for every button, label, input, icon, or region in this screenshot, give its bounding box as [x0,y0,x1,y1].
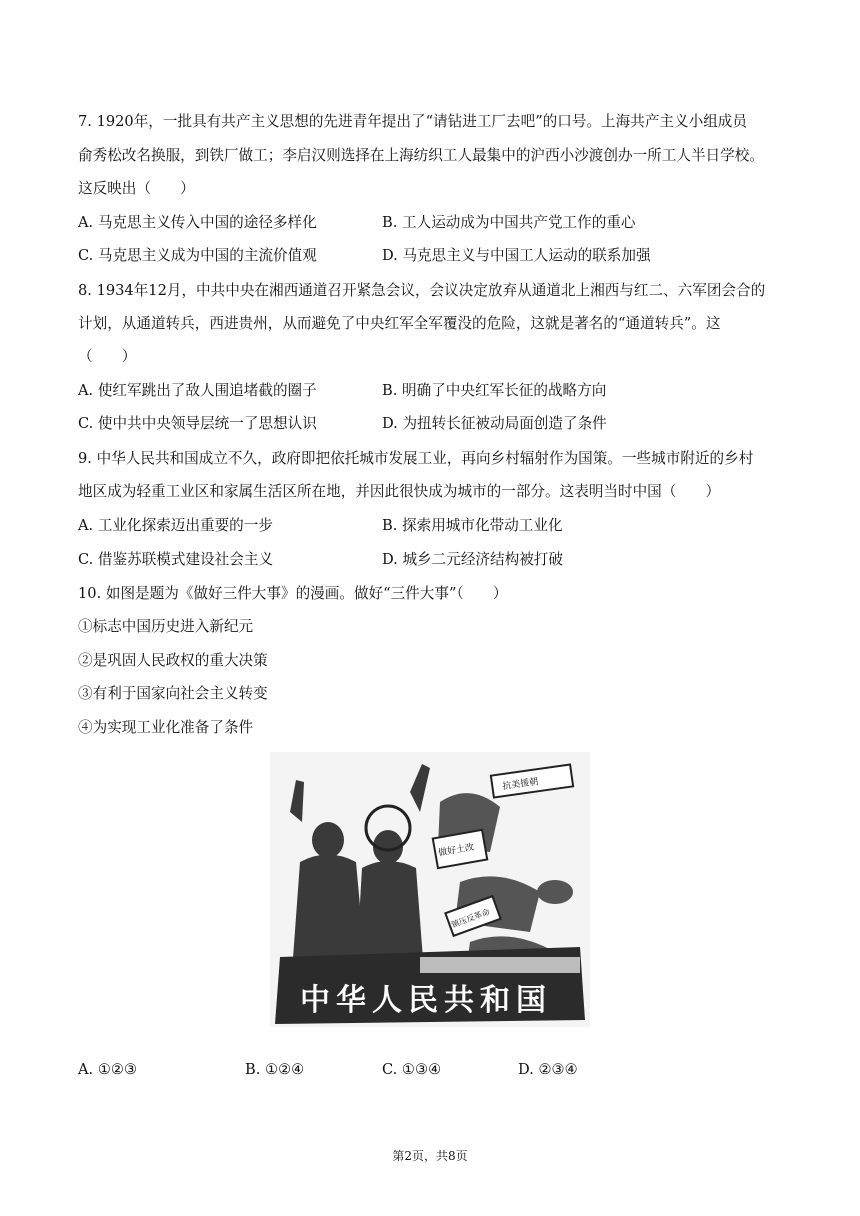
q10-stem-line-1: 10. 如图是题为《做好三件大事》的漫画。做好“三件大事”（ ） [78,585,508,602]
q10-statement-1: ①标志中国历史进入新纪元 [78,618,254,635]
q9-option-d: D. 城乡二元经济结构被打破 [382,551,563,568]
q9-stem-line-1: 9. 中华人民共和国成立不久，政府即把依托城市发展工业，再向乡村辐射作为国策。一些城市附近的乡村 [78,450,754,467]
q10-option-b: B. ①②④ [245,1061,305,1078]
q10-option-c: C. ①③④ [382,1061,442,1078]
q8-stem-line-1: 8. 1934年12月，中共中央在湘西通道召开紧急会议，会议决定放弃从通道北上湘西与红二、六军团会合的 [78,282,766,299]
q10-statement-4: ④为实现工业化准备了条件 [78,719,254,736]
q8-stem-line-2: 计划，从通道转兵，西进贵州，从而避免了中央红军全军覆没的危险，这就是著名的“通道转兵”。这 [78,315,721,332]
q9-option-c: C. 借鉴苏联模式建设社会主义 [78,551,274,568]
cartoon-sign-land-reform: 做好土改 [437,842,475,859]
q8-option-c: C. 使中共中央领导层统一了思想认识 [78,415,317,432]
cartoon-sign-suppress: 镇压反革命 [450,907,492,930]
cartoon-sign-resist: 抗美援朝 [501,777,539,793]
q7-option-d: D. 马克思主义与中国工人运动的联系加强 [382,247,651,264]
q8-option-a: A. 使红军跳出了敌人围追堵截的圈子 [78,382,317,399]
q8-option-d: D. 为扭转长征被动局面创造了条件 [382,415,607,432]
q9-option-b: B. 探索用城市化带动工业化 [382,517,563,534]
q8-stem-line-3: （ ） [78,348,137,365]
q8-option-b: B. 明确了中央红军长征的战略方向 [382,382,607,399]
q7-stem-line-3: 这反映出（ ） [78,180,195,197]
q7-stem-line-1: 7. 1920年，一批具有共产主义思想的先进青年提出了“请钻进工厂去吧”的口号。上海共产主义小组成员 [78,113,747,130]
q7-option-c: C. 马克思主义成为中国的主流价值观 [78,247,317,264]
q7-option-b: B. 工人运动成为中国共产党工作的重心 [382,214,636,231]
q10-option-a: A. ①②③ [78,1061,138,1078]
q7-stem-line-2: 俞秀松改名换服，到铁厂做工；李启汉则选择在上海纺织工人最集中的沪西小沙渡创办一所工人半日学校。 [78,147,764,164]
q10-cartoon-image [270,752,590,1027]
page-footer: 第2页，共8页 [392,1149,468,1163]
q10-statement-3: ③有利于国家向社会主义转变 [78,685,268,702]
q7-option-a: A. 马克思主义传入中国的途径多样化 [78,214,317,231]
q10-statement-2: ②是巩固人民政权的重大决策 [78,652,268,669]
q9-stem-line-2: 地区成为轻重工业区和家属生活区所在地，并因此很快成为城市的一部分。这表明当时中国（ ） [78,483,721,500]
cartoon-banner-text: 中华人民共和国 [300,983,552,1018]
q9-option-a: A. 工业化探索迈出重要的一步 [78,517,273,534]
q10-option-d: D. ②③④ [518,1061,578,1078]
